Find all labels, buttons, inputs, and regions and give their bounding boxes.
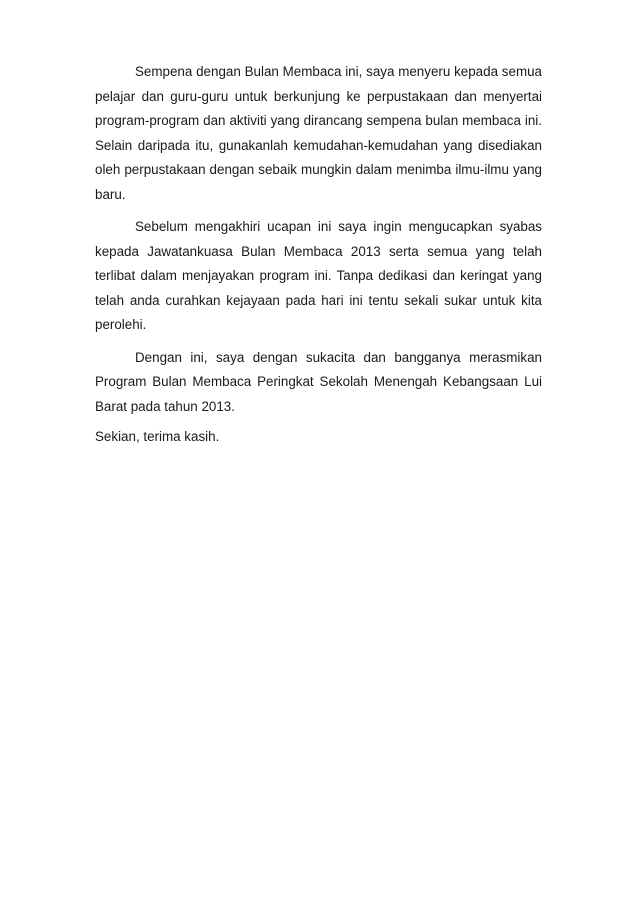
speech-body bbox=[95, 60, 542, 450]
paragraph-committee-thanks: Sebelum mengakhiri ucapan ini saya ingin mengucapkan syabas kepada Jawatankuasa Bulan Membaca 2013 serta semua yang telah terlibat dalam menjayakan program ini. Tanpa dedikasi dan keringat yang telah anda curahkan kejayaan pada hari ini tentu sekali sukar untuk kita perolehi. bbox=[95, 219, 542, 332]
paragraph-reading-month-invitation: Sempena dengan Bulan Membaca ini, saya menyeru kepada semua pelajar dan guru-guru untuk berkunjung ke perpustakaan dan menyertai program-program dan aktiviti yang dirancang sempena bulan membaca ini. Selain daripada itu, gunakanlah kemudahan-kemudahan yang disediakan oleh perpustakaan dengan sebaik mungkin dalam menimba ilmu-ilmu yang baru. bbox=[95, 64, 542, 202]
paragraph-official-opening: Dengan ini, saya dengan sukacita dan bangganya merasmikan Program Bulan Membaca Peringkat Sekolah Menengah Kebangsaan Lui Barat pada tahun 2013. bbox=[95, 349, 542, 414]
closing-line: Sekian, terima kasih. bbox=[95, 429, 220, 444]
